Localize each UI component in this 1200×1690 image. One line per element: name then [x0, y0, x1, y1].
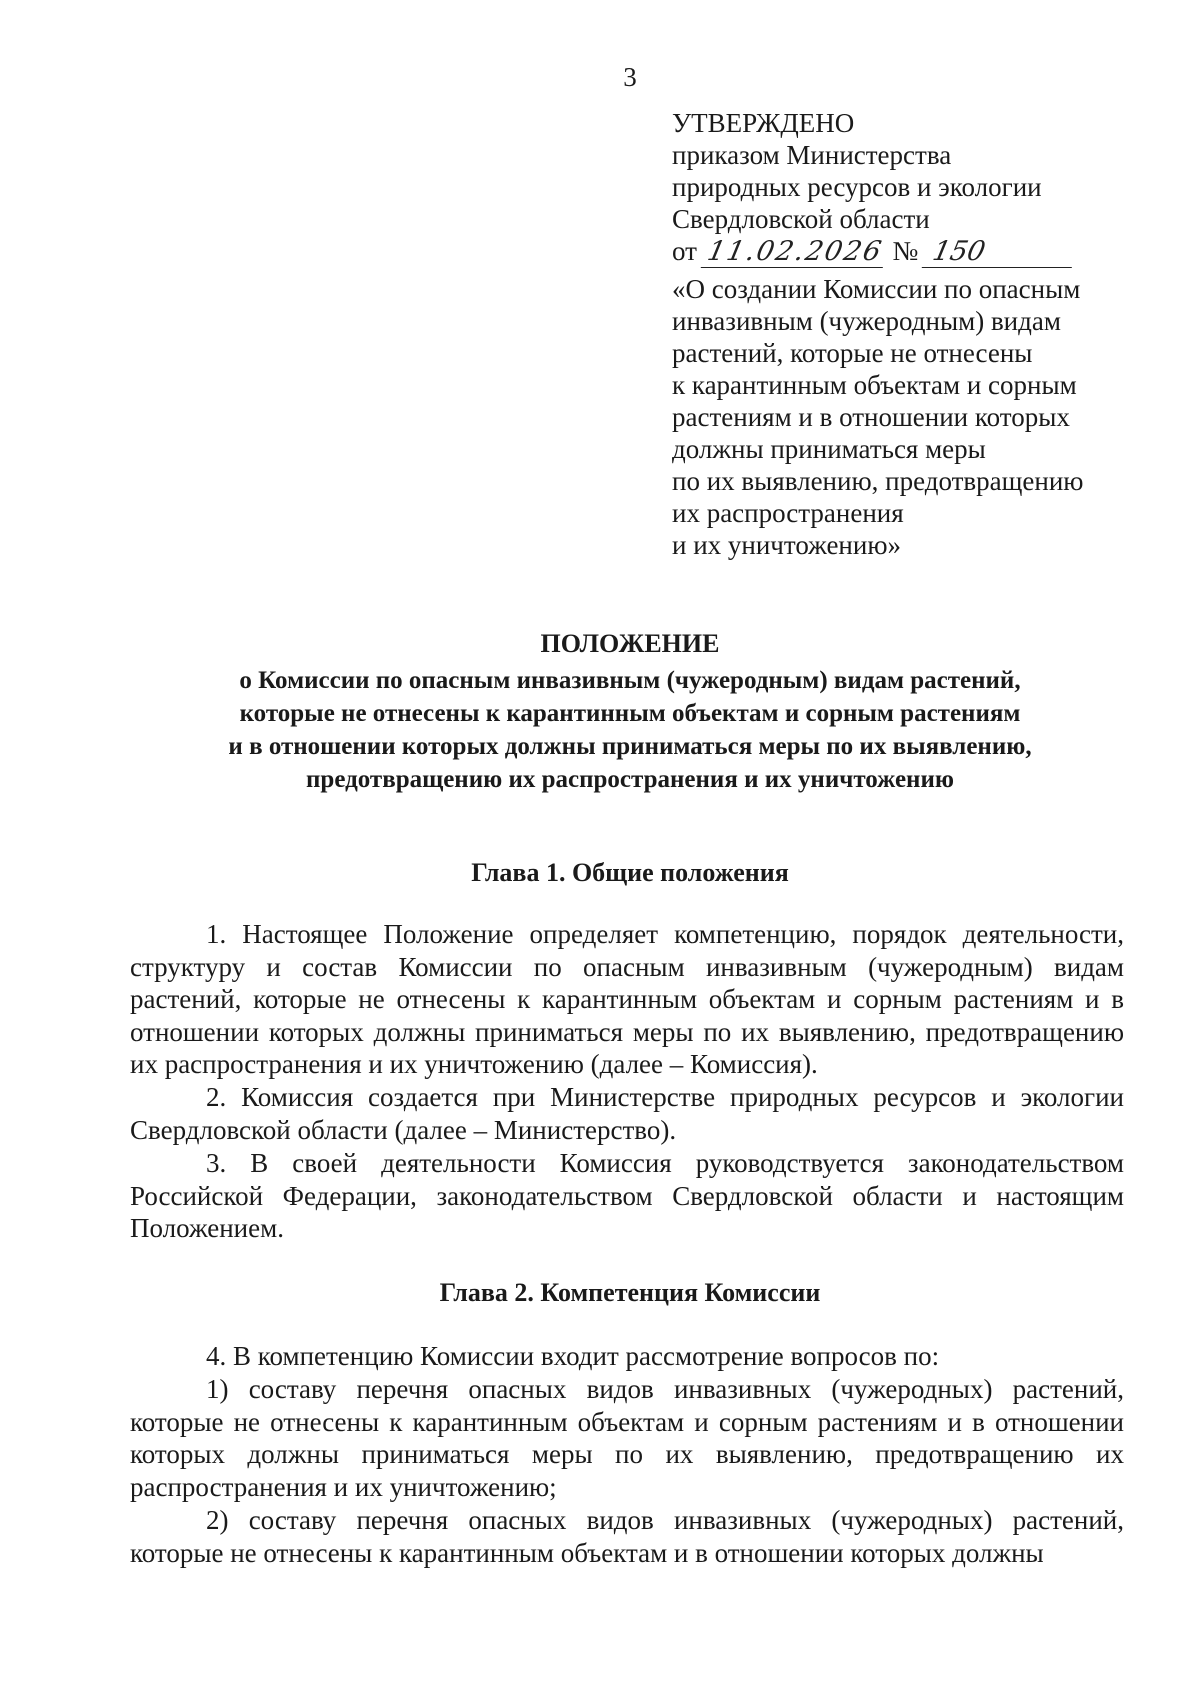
order-title-line: инвазивным (чужеродным) видам	[672, 306, 1061, 336]
document-subtitle-line: предотвращению их распространения и их уничтожению	[306, 766, 954, 793]
approval-line: приказом Министерства	[672, 140, 952, 170]
page-number: 3	[623, 62, 637, 92]
approval-line: Свердловской области	[672, 204, 930, 234]
order-title-line: «О создании Комиссии по опасным	[672, 274, 1081, 304]
approval-title: УТВЕРЖДЕНО	[672, 108, 855, 138]
document-title: ПОЛОЖЕНИЕ	[540, 629, 720, 658]
order-title-line: и их уничтожению»	[672, 530, 901, 560]
paragraph-4-item-1: 1) составу перечня опасных видов инвазивных (чужеродных) растений, которые не отнесены к карантинным объектам и сорным растениям и в отношении которых должны приниматься меры по их выявлению, предотвращению их распространения и их уничтожению;	[130, 1374, 1124, 1502]
order-title-line: должны приниматься меры	[672, 434, 986, 464]
paragraph-2: 2. Комиссия создается при Министерстве природных ресурсов и экологии Свердловской области (далее – Министерство).	[130, 1082, 1124, 1145]
paragraph-4-item-2: 2) составу перечня опасных видов инвазивных (чужеродных) растений, которые не отнесены к карантинным объектам и в отношении которых должны	[130, 1505, 1124, 1568]
document-subtitle-line: которые не отнесены к карантинным объектам и сорным растениям	[239, 700, 1021, 727]
chapter-2-heading: Глава 2. Компетенция Комиссии	[439, 1278, 821, 1307]
paragraph-3: 3. В своей деятельности Комиссия руководствуется законодательством Российской Федерации, законодательством Свердловской области и настоящим Положением.	[130, 1148, 1124, 1243]
order-title-line: по их выявлению, предотвращению	[672, 466, 1084, 496]
order-date-number-line	[672, 235, 1142, 271]
order-number-handwritten: 150	[922, 237, 1079, 268]
paragraph-1: 1. Настоящее Положение определяет компетенцию, порядок деятельности, структуру и состав Комиссии по опасным инвазивным (чужеродным) видам растений, которые не отнесены к карантинным объектам и сорным растениям и в отношении которых должны приниматься меры по их выявлению, предотвращению их распространения и их уничтожению (далее – Комиссия).	[130, 919, 1124, 1079]
approval-line: природных ресурсов и экологии	[672, 172, 1042, 202]
order-title-line: их распространения	[672, 498, 904, 528]
document-subtitle-line: и в отношении которых должны приниматься меры по их выявлению,	[228, 733, 1032, 760]
order-title-line: растений, которые не отнесены	[672, 338, 1033, 368]
paragraph-4: 4. В компетенцию Комиссии входит рассмотрение вопросов по:	[206, 1341, 940, 1371]
order-title-line: растениям и в отношении которых	[672, 402, 1070, 432]
document-title-block	[130, 627, 1130, 796]
order-title	[672, 273, 1142, 561]
document-subtitle-line: о Комиссии по опасным инвазивным (чужеродным) видам растений,	[239, 667, 1021, 694]
chapter-1-heading: Глава 1. Общие положения	[471, 858, 789, 887]
approval-block	[672, 107, 1142, 561]
number-label: №	[892, 236, 919, 266]
order-title-line: к карантинным объектам и сорным	[672, 370, 1077, 400]
order-date-handwritten: 11.02.2026	[700, 237, 889, 268]
date-prefix: от	[672, 236, 697, 266]
